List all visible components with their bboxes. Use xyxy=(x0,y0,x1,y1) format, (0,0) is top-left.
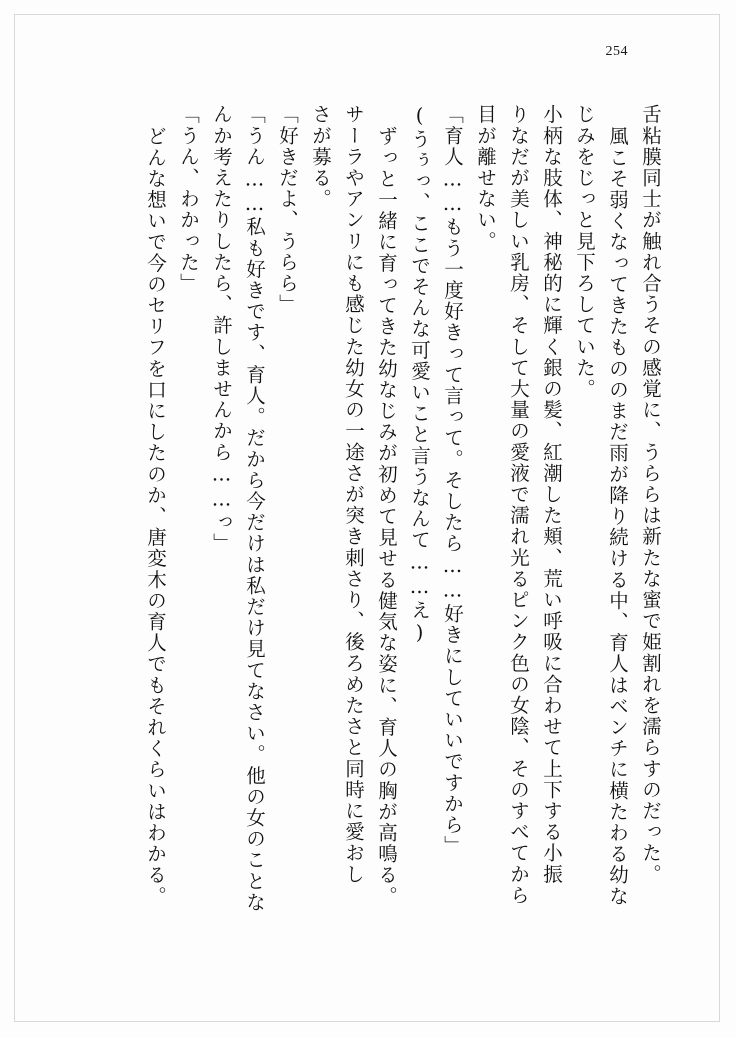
text-line: んか考えたりしたら、許しませんから……っ」 xyxy=(210,104,233,555)
text-line: 目が離せない。 xyxy=(474,104,497,252)
text-line: どんな想いで今のセリフを口にしたのか、唐変木の育人でもそれくらいはわかる。 xyxy=(144,126,167,907)
text-line: 舌粘膜同士が触れ合うその感覚に、うららは新たな蜜で姫割れを濡らすのだった。 xyxy=(639,104,662,885)
text-line: りなだが美しい乳房、そして大量の愛液で濡れ光るピンク色の女陰、そのすべてから xyxy=(507,104,530,906)
text-line: サーラやアンリにも感じた幼女の一途さが突き刺さり、後ろめたさと同時に愛おし xyxy=(342,104,365,885)
text-line: 「うん、わかった」 xyxy=(177,104,200,294)
text-line: 小柄な肢体、神秘的に輝く銀の髪、紅潮した頬、荒い呼吸に合わせて上下する小振 xyxy=(540,104,563,885)
text-line: じみをじっと見下ろしていた。 xyxy=(573,104,596,400)
vertical-text-block xyxy=(62,104,660,934)
text-line: 「うん……私も好きです、育人。だから今だけは私だけ見てなさい。他の女のことな xyxy=(243,104,266,913)
text-line: 「育人……もう一度好きって言って。そしたら……好きにしていいですから」 xyxy=(441,104,464,857)
page-number: 254 xyxy=(605,44,628,59)
text-line: 風こそ弱くなってきたもののまだ雨が降り続ける中、育人はベンチに横たわる幼な xyxy=(606,126,629,907)
text-line: さが募る。 xyxy=(309,104,332,210)
text-line: 「好きだよ、うらら」 xyxy=(276,104,299,315)
text-line: ずっと一緒に育ってきた幼なじみが初めて見せる健気な姿に、育人の胸が高鳴る。 xyxy=(375,126,398,907)
text-line: (うぅっ、ここでそんな可愛いこと言うなんて……え) xyxy=(408,104,431,646)
